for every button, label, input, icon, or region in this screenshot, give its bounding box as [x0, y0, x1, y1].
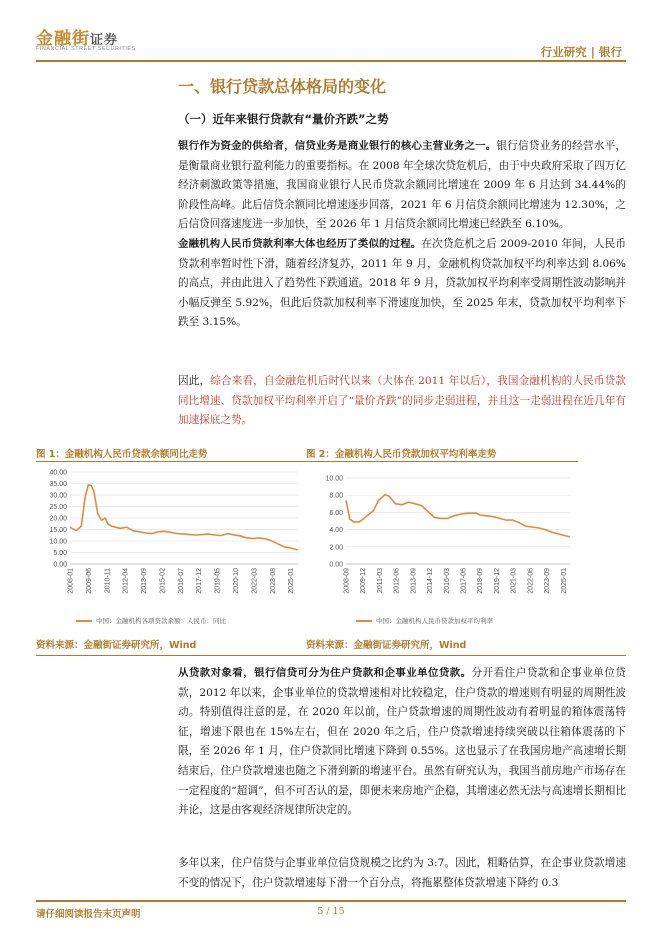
figure-2-x-tick: 2011-03: [376, 568, 384, 594]
figure-2-chart: [306, 464, 578, 614]
paragraph-4-lead: 从贷款对象看，银行信贷可分为住户贷款和企事业单位贷款。: [178, 667, 472, 679]
figure-2-legend: [356, 616, 493, 625]
paragraph-2-body: 在次贷危机之后 2009-2010 年间，人民币贷款利率暂时性下滑，随着经济复苏，2011 年 9 月，金融机构贷款加权平均利率达到 8.06%的高点，并由此进入了趋势性下跌通道。2018 年 9 月，贷款加权平均利率受周期性波动影响并小幅反弹至 5.92%，但此后贷款加权利率下滑速度加快，至 2025 年末，贷款加权平均利率下跌至 3.15%。: [178, 238, 626, 329]
footer-divider: [36, 900, 626, 902]
paragraph-1-lead: 银行作为资金的供给者，信贷业务是商业银行的核心主营业务之一。: [178, 140, 497, 152]
section-title: 一、银行贷款总体格局的变化: [178, 77, 387, 96]
figure-1-y-tick: 20.00: [49, 515, 67, 523]
figure-2: [306, 446, 578, 642]
figure-2-x-tick: 2019-12: [493, 568, 501, 594]
figure-2-x-tick: 2025-01: [560, 568, 568, 594]
figure-2-y-tick: 4.00: [329, 527, 343, 535]
footer-disclaimer: 请仔细阅读报告末页声明: [36, 909, 141, 920]
figure-1-x-tick: 2019-05: [214, 568, 222, 594]
figure-1: [36, 446, 308, 642]
figure-1-y-tick: 40.00: [49, 469, 67, 477]
figure-2-x-tick: 2008-09: [343, 568, 351, 594]
paragraph-4-body: 分开看住户贷款和企事业单位贷款，2012 年以来，企事业单位的贷款增速相对比较稳定，住户贷款的增速则有明显的周期性波动。特别值得注意的是，在 2020 年以前，住户贷款增速的周期性波动有着明显的箱体震荡特征，增速下限也在 15%左右，但在 2020 年之后，住户贷款增速持续突破以往箱体震荡的下限，至 2026 年 1 月，住户贷款同比增速下降到 0.55%。这也显示了在我国房地产高速增长期结束后，住户贷款增速也随之下滑到新的增速平台。虽然有研究认为，我国当前房地产市场存在一定程度的“超调”，但不可否认的是，即便未来房地产企稳，其增速必然无法与高速增长期相比并论，这是由客观经济规律所决定的。: [178, 667, 627, 817]
figure-2-source-rule: [306, 655, 626, 656]
paragraph-3-highlight: 综合来看，自金融危机后时代以来（大体在 2011 年以后），我国金融机构的人民币贷款同比增速、贷款加权平均利率开启了“量价齐跌”的同步走弱进程，并且这一走弱进程在近几年有加速探底之势。: [178, 375, 626, 427]
figure-2-x-tick: 2013-09: [410, 568, 418, 594]
figure-1-x-tick: 2009-06: [85, 568, 93, 594]
figure-1-rule: [36, 461, 308, 462]
paragraph-3-prefix: 因此，: [178, 375, 211, 387]
figure-1-x-tick: 2020-10: [232, 568, 240, 594]
figure-1-y-tick: 5.00: [53, 550, 67, 557]
paragraph-2: [178, 235, 626, 333]
figure-1-x-tick: 2022-03: [251, 568, 259, 594]
figure-2-x-tick: 2018-09: [477, 568, 485, 594]
figure-1-x-tick: 2008-01: [67, 568, 75, 594]
company-logo: [36, 24, 156, 58]
figure-2-series-line: [346, 495, 570, 537]
paragraph-4: [178, 664, 626, 821]
paragraph-1: [178, 137, 626, 235]
figure-2-x-tick: 2017-06: [460, 568, 468, 594]
logo-subtitle: FINANCIAL STREET SECURITIES: [36, 46, 136, 52]
figure-1-legend: [76, 616, 226, 625]
figure-2-legend-label: 中国：金融机构人民币贷款加权平均利率: [376, 617, 493, 625]
subsection-title: （一）近年来银行贷款有“量价齐跌”之势: [178, 112, 389, 126]
figure-2-title: 图 2：金融机构人民币贷款加权平均利率走势: [306, 449, 497, 460]
figure-1-x-tick: 2023-08: [269, 568, 277, 594]
figure-1-y-tick: 35.00: [49, 481, 67, 488]
figure-1-x-tick: 2012-04: [122, 568, 130, 594]
figure-2-x-tick: 2016-03: [443, 568, 451, 594]
paragraph-5: [178, 854, 626, 893]
figure-2-rule: [306, 461, 578, 462]
report-category: 行业研究 | 银行: [540, 45, 622, 59]
legend-swatch: [356, 620, 372, 622]
figure-2-x-tick: 2014-12: [427, 568, 435, 594]
paragraph-2-lead: 金融机构人民币贷款利率大体也经历了类似的过程。: [178, 238, 422, 250]
figure-1-legend-label: 中国：金融机构各项贷款余额：人民币：同比: [96, 617, 226, 625]
figure-1-source: 资料来源：金融街证券研究所，Wind: [36, 640, 197, 651]
figure-1-x-tick: 2010-11: [104, 568, 112, 594]
figure-1-x-tick: 2017-12: [196, 568, 204, 594]
figure-1-series-line: [70, 485, 298, 550]
figure-2-x-tick: 2009-12: [360, 568, 368, 594]
figure-2-x-tick: 2022-06: [527, 568, 535, 594]
figure-1-source-rule: [36, 655, 308, 656]
figure-2-x-tick: 2023-09: [544, 568, 552, 594]
figure-2-y-tick: 6.00: [329, 509, 343, 517]
figure-1-title: 图 1：金融机构人民币贷款余额同比走势: [36, 449, 208, 460]
figure-2-x-tick: 2012-06: [393, 568, 401, 594]
logo-text: 金融街证券: [36, 29, 119, 49]
page-header: [0, 0, 662, 62]
figure-1-x-tick: 2015-02: [159, 568, 167, 594]
figure-1-y-tick: 10.00: [49, 538, 67, 546]
figure-2-x-tick: 2021-03: [510, 568, 518, 594]
header-divider: [36, 60, 626, 62]
figure-1-chart: [36, 464, 308, 614]
figure-2-y-tick: 8.00: [329, 492, 343, 500]
figure-1-x-tick: 2016-07: [177, 568, 185, 594]
figure-2-y-tick: 10.00: [325, 475, 343, 483]
paragraph-1-body: 银行信贷业务的经营水平，是衡量商业银行盈利能力的重要指标。在 2008 年全球次贷危机后，由于中央政府采取了四万亿经济刺激政策等措施，我国商业银行人民币贷款余额同比增速在 2009 年 6 月达到 34.44%的阶段性高峰。此后信贷余额同比增速逐步回落，2021 年 6 月信贷余额同比增速为 12.30%，之后信贷回落速度进一步加快，至 2026 年 1 月信贷余额同比增速已经跌至 6.10%。: [178, 140, 627, 231]
paragraph-5-body: 多年以来，住户信贷与企事业单位信贷规模之比约为 3:7。因此，粗略估算，在企事业贷款增速不变的情况下，住户贷款增速每下滑一个百分点，将拖累整体贷款增速下降约 0.3: [178, 857, 626, 889]
legend-swatch: [76, 620, 92, 622]
figure-1-y-tick: 25.00: [49, 504, 67, 511]
figure-1-y-tick: 0.00: [53, 561, 67, 569]
figure-1-y-tick: 30.00: [49, 492, 67, 500]
figure-1-x-tick: 2025-01: [288, 568, 296, 594]
page-number: 5 / 15: [317, 906, 345, 917]
figure-2-source: 资料来源：金融街证券研究所，Wind: [306, 640, 467, 651]
figure-2-y-tick: 2.00: [329, 544, 343, 552]
figure-1-y-tick: 15.00: [49, 527, 67, 534]
figure-2-y-tick: 0.00: [329, 561, 343, 569]
figure-1-x-tick: 2013-09: [141, 568, 149, 594]
paragraph-3: [178, 372, 626, 431]
